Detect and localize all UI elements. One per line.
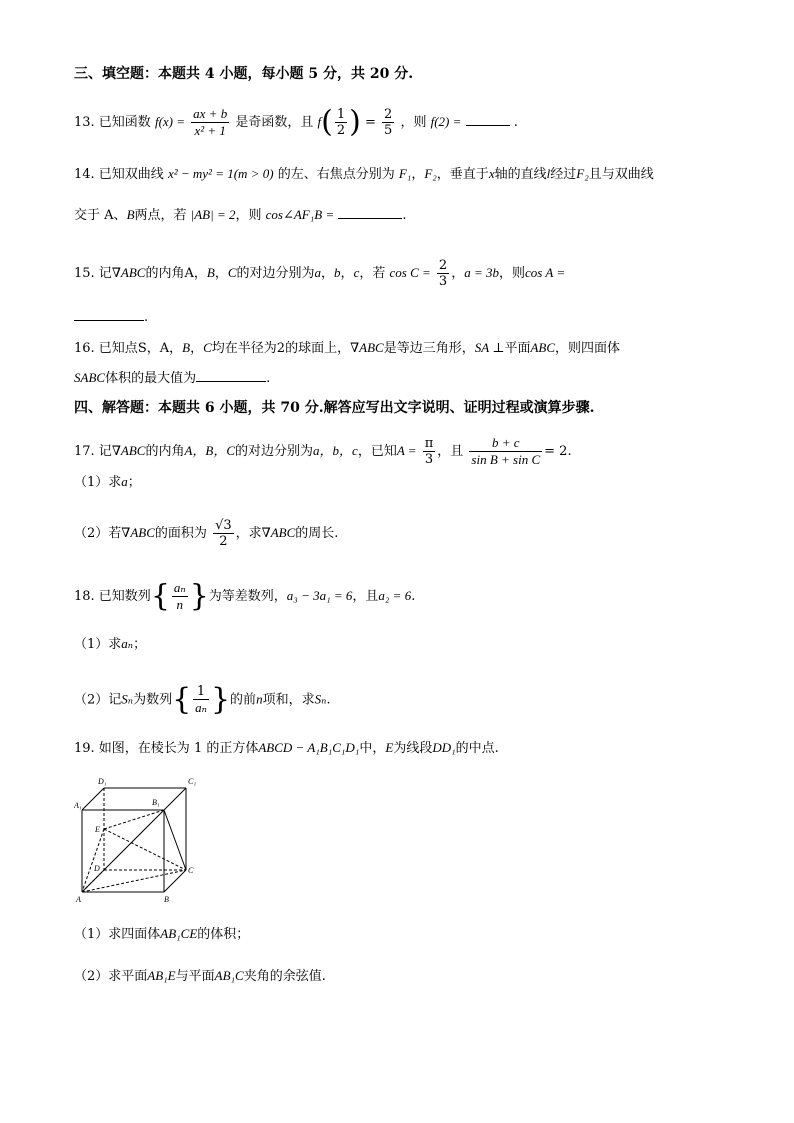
cube-figure bbox=[74, 770, 204, 905]
q19-p2-text-c: 夹角的余弦值. bbox=[243, 969, 326, 984]
q17-angles: A，B，C bbox=[184, 443, 236, 458]
q14-equation: x² − my² = 1(m > 0) bbox=[167, 166, 274, 181]
q14-f1: F₁ bbox=[398, 166, 412, 181]
q19-E: E bbox=[385, 740, 394, 755]
q14-answer-blank[interactable] bbox=[338, 206, 402, 219]
seg-AC bbox=[82, 870, 186, 892]
seg-EA bbox=[82, 829, 104, 892]
q14-text-d: 轴的直线 bbox=[494, 167, 547, 182]
q18-p2-end: . bbox=[326, 692, 331, 708]
q13-f: f bbox=[317, 114, 322, 129]
q15-lead: 15. 记 bbox=[74, 266, 112, 281]
q19-p2-lead: （2）求平面 bbox=[74, 969, 148, 984]
question-14-line-1 bbox=[74, 164, 654, 185]
q17-text-c: 的对边分别为 bbox=[235, 444, 314, 459]
q17-p2-text-c: ，求 bbox=[235, 526, 262, 541]
q19-p2-text-b: 与平面 bbox=[175, 969, 215, 984]
q16-text-b: 均在半径为 bbox=[211, 341, 277, 356]
q17-pi-top: π bbox=[424, 436, 434, 451]
q16-answer-blank[interactable] bbox=[196, 369, 266, 382]
q13-frac-top: ax + b bbox=[193, 106, 228, 121]
q15-text-g: ，则 bbox=[499, 266, 526, 281]
label-D1: D₁ bbox=[98, 777, 107, 786]
q16-B: B bbox=[182, 340, 191, 355]
q13-fx: f(x) = bbox=[154, 114, 186, 129]
q13-tail: ，则 bbox=[400, 115, 427, 130]
question-18: 18. 已知数列{ $\frac{\text{aₙ}}{n}$ }为等差数列，a₃ − 3a₁ = 6，且a₂ = 6. bbox=[74, 578, 416, 614]
question-18-part-2: （2）记Sₙ为数列{ $\frac{1}{\text{aₙ}}$ }的前n项和，求Sₙ. bbox=[74, 682, 331, 717]
q14-ab: |AB| = 2 bbox=[190, 207, 236, 222]
q14-text-f: 且与双曲线 bbox=[588, 167, 654, 182]
q15-a: a bbox=[314, 265, 322, 280]
q19-p2-var-2: AB₁C bbox=[214, 968, 244, 983]
q15-text-e: ，若 bbox=[359, 266, 386, 281]
q15-frac-top: 2 bbox=[438, 258, 448, 273]
section-3-title: 三、填空题：本题共 4 小题，每小题 5 分，共 20 分. bbox=[74, 66, 414, 82]
q17-p2-lead: （2）若 bbox=[74, 526, 122, 541]
question-17-part-2 bbox=[74, 518, 338, 549]
q18-sn-2: Sₙ bbox=[314, 691, 327, 707]
q13-tf-bot: 5 bbox=[384, 123, 393, 138]
q14-f2b: F₂ bbox=[576, 166, 589, 181]
question-16-line-1: 16. 已知点S，A，B，C均在半径为2的球面上，∇ABC是等边三角形，SA ⊥平面ABC，则四面体 bbox=[74, 340, 621, 356]
q14-sep: ， bbox=[411, 167, 425, 182]
q13-mid: 是奇函数，且 bbox=[235, 115, 314, 130]
q15-cosC: cos C = bbox=[389, 265, 431, 280]
label-B1: B₁ bbox=[152, 798, 160, 807]
q15-text-d: 的对边分别为 bbox=[236, 266, 315, 281]
q14-l: l bbox=[546, 166, 551, 181]
q15-B: B bbox=[206, 265, 215, 280]
q15-c2: ， bbox=[214, 266, 228, 281]
q16-text-g: 体积的最大值为 bbox=[105, 371, 197, 386]
q18-p1-lead: （1）求 bbox=[74, 637, 122, 652]
q18-p2-lead: （2）记 bbox=[74, 692, 122, 708]
q17-p1-var: a bbox=[121, 474, 128, 489]
q17-area-fraction bbox=[213, 518, 234, 549]
q16-text-d: 是等边三角形， bbox=[383, 341, 475, 356]
question-15: 15. 记∇ABC的内角A，B，C的对边分别为a，b，c，若 cos C = $\frac{2}{3}$ ，a = 3b，则cos A = bbox=[74, 258, 566, 289]
q17-p2-triangle-2: ∇ABC bbox=[261, 525, 296, 540]
q17-area-top: √3 bbox=[215, 518, 232, 533]
q14-text-b: 的左、右焦点分别为 bbox=[277, 167, 395, 182]
q18-inv-top: 1 bbox=[193, 684, 209, 700]
q17-Aeq: A = bbox=[396, 443, 417, 458]
q19-lead: 19. 如图，在棱长为 1 的正方体 bbox=[74, 741, 259, 756]
q16-abc: ABC bbox=[530, 340, 556, 355]
q15-fraction bbox=[437, 258, 449, 289]
q18-n: n bbox=[256, 691, 263, 707]
q13-two-fifths bbox=[382, 107, 394, 138]
section-4-title: 四、解答题：本题共 6 小题，共 70 分.解答应写出文字说明、证明过程或演算步骤. bbox=[74, 400, 595, 416]
q17-p1-end: ； bbox=[127, 475, 141, 490]
question-14-line-2 bbox=[74, 205, 407, 226]
q18-inv-fraction bbox=[193, 684, 209, 716]
q17-ratio-top: b + c bbox=[492, 435, 520, 450]
q17-text-b: 的内角 bbox=[145, 444, 185, 459]
q19-p1-lead: （1）求四面体 bbox=[74, 927, 161, 942]
edge-A1D1 bbox=[82, 788, 104, 810]
q13-f2: f(2) = bbox=[430, 114, 462, 129]
q14-text-e: 经过 bbox=[550, 167, 577, 182]
q16-end: . bbox=[266, 371, 271, 386]
q14-dot: 、 bbox=[113, 208, 127, 223]
q16-S: S bbox=[137, 341, 147, 356]
q14-f2: F₂ bbox=[424, 166, 437, 181]
edge-BC bbox=[164, 870, 186, 892]
q19-text-b: 中， bbox=[359, 741, 386, 756]
q17-text-e: ，且 bbox=[437, 444, 464, 459]
q18-end: . bbox=[411, 589, 416, 604]
q15-A: A bbox=[184, 266, 194, 281]
q13-end: . bbox=[513, 115, 518, 130]
edge-B1C1 bbox=[164, 788, 186, 810]
q18-inv-bot: aₙ bbox=[195, 700, 207, 715]
q18-p1-end: ； bbox=[133, 637, 147, 652]
q17-ratio-fraction bbox=[469, 435, 542, 468]
question-15-answer-line bbox=[74, 308, 148, 328]
q19-p1-end: 的体积； bbox=[197, 927, 250, 942]
label-E: E bbox=[95, 825, 100, 834]
q14-end: . bbox=[402, 208, 407, 223]
q14-B: B bbox=[126, 207, 135, 222]
q14-text-2a: 交于 bbox=[74, 208, 101, 223]
question-16-line-2 bbox=[74, 368, 270, 389]
q14-text-2c: ，则 bbox=[235, 208, 262, 223]
q14-text-2b: 两点，若 bbox=[134, 208, 187, 223]
q19-text-c: 为线段 bbox=[393, 741, 433, 756]
q13-eq: = bbox=[364, 115, 376, 130]
q14-text-c: ，垂直于 bbox=[436, 167, 489, 182]
label-B: B bbox=[164, 895, 169, 904]
q13-tf-top: 2 bbox=[384, 107, 393, 122]
question-13: 13. 已知函数 f(x) = $\frac{ax + b}{\text{x² + 1}}$ 是奇函数，且 f( $\frac{1}{2}$ ) = $\frac{2}{5}$ ，则 f(2) = . bbox=[74, 104, 518, 140]
q17-sides: a，b，c bbox=[313, 443, 358, 458]
q17-ratio-eq: = 2. bbox=[544, 444, 572, 459]
q15-C: C bbox=[227, 265, 237, 280]
q13-half bbox=[335, 107, 347, 138]
q13-lead: 13. 已知函数 bbox=[74, 115, 151, 130]
q14-x: x bbox=[488, 166, 495, 181]
label-D: D bbox=[94, 864, 100, 873]
q16-text-c: 的球面上， bbox=[285, 341, 351, 356]
q13-answer-blank[interactable] bbox=[466, 113, 510, 126]
q18-p1-var: aₙ bbox=[121, 636, 134, 651]
q16-C: C bbox=[203, 340, 212, 355]
q17-pi-fraction bbox=[423, 436, 436, 467]
q16-A: A bbox=[159, 341, 170, 356]
q18-lead: 18. 已知数列 bbox=[74, 589, 151, 604]
q18-p2-text-d: 项和，求 bbox=[262, 692, 315, 708]
question-17-part-1 bbox=[74, 472, 141, 493]
q18-text-b: 为等差数列， bbox=[208, 589, 287, 604]
q18-sn: Sₙ bbox=[121, 691, 134, 707]
q17-text-d: ，已知 bbox=[357, 444, 397, 459]
question-19-part-2 bbox=[74, 966, 326, 987]
q18-p2-text-c: 的前 bbox=[230, 692, 257, 708]
q15-relation: a = 3b bbox=[464, 265, 499, 280]
q13-half-top: 1 bbox=[336, 107, 346, 122]
q16-text-f: ，则四面体 bbox=[555, 341, 621, 356]
q16-radius: 2 bbox=[276, 341, 286, 356]
q13-fraction bbox=[191, 106, 229, 139]
question-19-part-1 bbox=[74, 924, 249, 945]
q15-b: b bbox=[334, 265, 341, 280]
question-17 bbox=[74, 435, 572, 468]
q18-seq-bot: n bbox=[176, 597, 184, 612]
q16-text-e: 平面 bbox=[504, 341, 531, 356]
q16-sabc: SABC bbox=[74, 370, 106, 385]
q17-p2-text-b: 的面积为 bbox=[154, 526, 207, 541]
q15-text-b: 的内角 bbox=[145, 266, 185, 281]
q16-lead: 16. 已知点 bbox=[74, 341, 138, 356]
q15-cosA: cos A = bbox=[525, 265, 566, 280]
q15-end: . bbox=[144, 310, 149, 325]
q14-cos: cos∠AF₁B = bbox=[265, 207, 335, 222]
q15-text-f: ， bbox=[451, 266, 465, 281]
q14-A: A bbox=[104, 208, 114, 223]
q18-condition-2: a₂ = 6 bbox=[378, 588, 412, 603]
q19-p2-var: AB₁E bbox=[147, 968, 176, 983]
q19-segment: DD₁ bbox=[432, 740, 456, 755]
q18-condition: a₃ − 3a₁ = 6 bbox=[286, 588, 353, 603]
q13-frac-bot: x² + 1 bbox=[194, 123, 226, 138]
q17-p2-triangle: ∇ABC bbox=[121, 525, 155, 540]
label-A: A bbox=[76, 895, 81, 904]
q15-c1: ， bbox=[193, 266, 207, 281]
q15-triangle: ∇ABC bbox=[111, 265, 146, 280]
q19-p1-var: AB₁CE bbox=[160, 926, 198, 941]
q17-lead: 17. 记 bbox=[74, 444, 112, 459]
q15-c: c bbox=[353, 265, 360, 280]
q17-area-bot: 2 bbox=[219, 534, 228, 549]
question-19 bbox=[74, 738, 499, 759]
label-C: C bbox=[188, 866, 194, 875]
q19-text-d: 的中点. bbox=[455, 741, 499, 756]
q18-text-c: ，且 bbox=[352, 589, 379, 604]
q15-answer-blank[interactable] bbox=[74, 308, 144, 321]
q17-p2-text-d: 的周长. bbox=[295, 526, 339, 541]
q18-seq-fraction bbox=[172, 580, 188, 613]
q18-p2-text-b: 为数列 bbox=[133, 692, 173, 708]
q17-ratio-bot: sin B + sin C bbox=[471, 452, 541, 467]
q14-lead: 14. 已知双曲线 bbox=[74, 167, 164, 182]
q17-triangle: ∇ABC bbox=[111, 443, 146, 458]
question-18-part-1 bbox=[74, 634, 146, 655]
label-A1: A₁ bbox=[74, 801, 82, 810]
label-C1: C₁ bbox=[188, 777, 197, 786]
q17-p1-lead: （1）求 bbox=[74, 475, 122, 490]
q18-seq-top: aₙ bbox=[173, 580, 186, 595]
q16-sa: SA ⊥ bbox=[474, 340, 505, 355]
q19-cube: ABCD − A₁B₁C₁D₁ bbox=[258, 740, 360, 755]
seg-AB1 bbox=[82, 810, 164, 892]
q17-pi-bot: 3 bbox=[424, 452, 434, 467]
q16-triangle: ∇ABC bbox=[350, 340, 384, 355]
q15-frac-bot: 3 bbox=[438, 274, 448, 289]
q13-half-bot: 2 bbox=[336, 123, 346, 138]
